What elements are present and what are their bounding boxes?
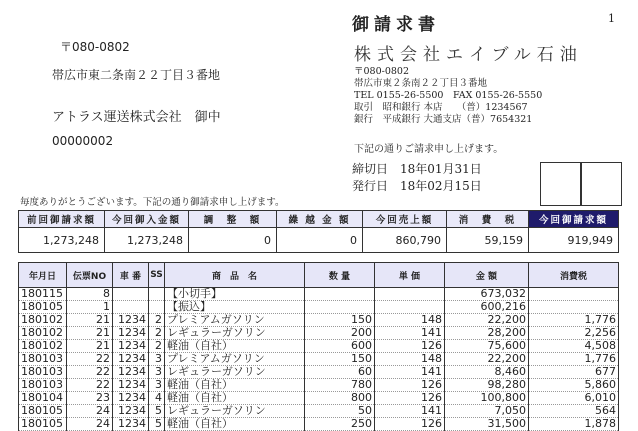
cell-unit-price: 141 [375,366,445,379]
cell-amount: 100,800 [445,392,529,405]
cell-vehicle-no: 1234 [113,314,149,327]
table-row [19,405,619,418]
summary-value-carryover: 0 [277,228,363,253]
cell-ss: 3 [149,353,165,366]
summary-value-previous: 1,273,248 [19,228,105,253]
company-postal-code: 〒080-0802 [354,66,410,77]
cell-unit-price: 148 [375,353,445,366]
cell-unit-price: 126 [375,340,445,353]
cell-date: 180103 [19,353,67,366]
closing-date: 締切日 18年01月31日 [352,162,482,176]
cell-ss: 3 [149,366,165,379]
cell-date: 180103 [19,366,67,379]
cell-amount: 22,200 [445,314,529,327]
cell-quantity: 800 [305,392,375,405]
cell-slip-no: 21 [67,314,113,327]
company-name: 株式会社エイブル石油 [354,45,583,65]
company-tel-fax: TEL 0155-26-5500 FAX 0155-26-5550 [354,90,543,101]
detail-rows [19,288,619,431]
cell-product-name: 軽油（自社） [165,392,305,405]
cell-slip-no: 22 [67,353,113,366]
stamp-box-left [540,162,582,206]
cell-vehicle-no: 1234 [113,392,149,405]
cell-tax: 1,776 [529,314,619,327]
cell-product-name: プレミアムガソリン [165,314,305,327]
cell-quantity: 60 [305,366,375,379]
detail-header-product-name: 商 品 名 [165,263,305,288]
invoice-note: 下記の通りご請求申し上げます。 [354,144,504,155]
cell-slip-no: 24 [67,418,113,431]
cell-unit-price: 141 [375,327,445,340]
cell-quantity: 150 [305,353,375,366]
cell-ss: 4 [149,392,165,405]
table-row [19,379,619,392]
cell-date: 180102 [19,340,67,353]
cell-product-name: 【振込】 [165,301,305,314]
company-bank-1: 取引 昭和銀行 本店 （普）1234567 [354,102,528,113]
table-row [19,340,619,353]
detail-header-date: 年月日 [19,263,67,288]
summary-value-tax: 59,159 [447,228,529,253]
cell-quantity: 200 [305,327,375,340]
cell-amount: 8,460 [445,366,529,379]
cell-vehicle-no: 1234 [113,366,149,379]
cell-amount: 22,200 [445,353,529,366]
summary-header-adjustment: 調 整 額 [189,211,277,228]
cell-slip-no: 22 [67,366,113,379]
summary-header-total: 今回御請求額 [529,211,619,228]
cell-date: 180105 [19,405,67,418]
detail-table [18,262,619,431]
cell-slip-no: 8 [67,288,113,301]
summary-value-total: 919,949 [529,228,619,253]
cell-ss: 3 [149,379,165,392]
cell-tax: 5,860 [529,379,619,392]
summary-header-sales: 今回売上額 [363,211,447,228]
cell-product-name: 軽油（自社） [165,418,305,431]
cell-amount: 75,600 [445,340,529,353]
detail-header-quantity: 数 量 [305,263,375,288]
company-bank-2: 銀行 平成銀行 大通支店（普）7654321 [354,114,533,125]
cell-unit-price: 141 [375,405,445,418]
cell-quantity [305,301,375,314]
cell-vehicle-no: 1234 [113,340,149,353]
cell-tax: 1,776 [529,353,619,366]
cell-product-name: 軽油（自社） [165,379,305,392]
cell-product-name: 軽油（自社） [165,340,305,353]
cell-quantity: 600 [305,340,375,353]
cell-vehicle-no: 1234 [113,353,149,366]
cell-tax: 677 [529,366,619,379]
table-row [19,314,619,327]
cell-product-name: 【小切手】 [165,288,305,301]
cell-slip-no: 22 [67,379,113,392]
cell-tax: 1,878 [529,418,619,431]
cell-unit-price [375,301,445,314]
cell-unit-price [375,288,445,301]
customer-postal-code: 〒080-0802 [60,40,130,54]
summary-table [18,210,619,253]
cell-date: 180105 [19,301,67,314]
cell-date: 180102 [19,327,67,340]
cell-date: 180105 [19,418,67,431]
cell-date: 180115 [19,288,67,301]
table-row [19,392,619,405]
cell-slip-no: 24 [67,405,113,418]
table-row [19,327,619,340]
cell-tax: 6,010 [529,392,619,405]
cell-ss: 5 [149,418,165,431]
detail-header-tax: 消費税 [529,263,619,288]
cell-amount: 31,500 [445,418,529,431]
stamp-box-right [580,162,622,206]
cell-quantity: 50 [305,405,375,418]
cell-ss: 2 [149,327,165,340]
cell-vehicle-no: 1234 [113,379,149,392]
cell-vehicle-no: 1234 [113,405,149,418]
customer-name: アトラス運送株式会社 御中 [52,110,221,125]
cell-unit-price: 126 [375,392,445,405]
detail-header-ss: SS [149,263,165,288]
cell-slip-no: 1 [67,301,113,314]
cell-vehicle-no [113,301,149,314]
cell-product-name: レギュラーガソリン [165,327,305,340]
cell-tax [529,301,619,314]
summary-header-carryover: 繰 越 金 額 [277,211,363,228]
cell-ss: 2 [149,314,165,327]
cell-amount: 28,200 [445,327,529,340]
cell-ss: 5 [149,405,165,418]
company-address: 帯広市東２条南２２丁目３番地 [354,78,488,89]
cell-tax: 2,256 [529,327,619,340]
cell-quantity [305,288,375,301]
cell-unit-price: 126 [375,379,445,392]
cell-unit-price: 148 [375,314,445,327]
table-row [19,418,619,431]
cell-tax: 564 [529,405,619,418]
table-row [19,288,619,301]
summary-header-payment: 今回御入金額 [105,211,189,228]
customer-address: 帯広市東二条南２２丁目３番地 [52,68,221,82]
cell-product-name: レギュラーガソリン [165,366,305,379]
cell-quantity: 780 [305,379,375,392]
cell-amount: 7,050 [445,405,529,418]
cell-amount: 673,032 [445,288,529,301]
cell-date: 180103 [19,379,67,392]
cell-amount: 600,216 [445,301,529,314]
invoice-title: 御請求書 [352,15,440,35]
cell-amount: 98,280 [445,379,529,392]
detail-header-vehicle-no: 車 番 [113,263,149,288]
cell-quantity: 150 [305,314,375,327]
cell-vehicle-no: 1234 [113,327,149,340]
thanks-message: 毎度ありがとうございます。下記の通り御請求申し上げます。 [20,197,285,208]
page-number: 1 [608,12,615,25]
issue-date: 発行日 18年02月15日 [352,179,482,193]
cell-slip-no: 23 [67,392,113,405]
table-row [19,366,619,379]
cell-quantity: 250 [305,418,375,431]
summary-header-tax: 消 費 税 [447,211,529,228]
detail-header-unit-price: 単 価 [375,263,445,288]
table-row [19,301,619,314]
summary-header-previous: 前回御請求額 [19,211,105,228]
table-row [19,353,619,366]
cell-unit-price: 126 [375,418,445,431]
summary-value-payment: 1,273,248 [105,228,189,253]
cell-date: 180102 [19,314,67,327]
cell-ss [149,288,165,301]
cell-slip-no: 21 [67,327,113,340]
cell-product-name: プレミアムガソリン [165,353,305,366]
customer-code: 00000002 [52,134,114,148]
detail-header-slip-no: 伝票NO [67,263,113,288]
summary-value-adjustment: 0 [189,228,277,253]
cell-slip-no: 21 [67,340,113,353]
cell-vehicle-no: 1234 [113,418,149,431]
cell-vehicle-no [113,288,149,301]
cell-ss: 2 [149,340,165,353]
cell-product-name: レギュラーガソリン [165,405,305,418]
cell-date: 180104 [19,392,67,405]
summary-value-sales: 860,790 [363,228,447,253]
cell-ss [149,301,165,314]
detail-header-amount: 金 額 [445,263,529,288]
cell-tax [529,288,619,301]
cell-tax: 4,508 [529,340,619,353]
